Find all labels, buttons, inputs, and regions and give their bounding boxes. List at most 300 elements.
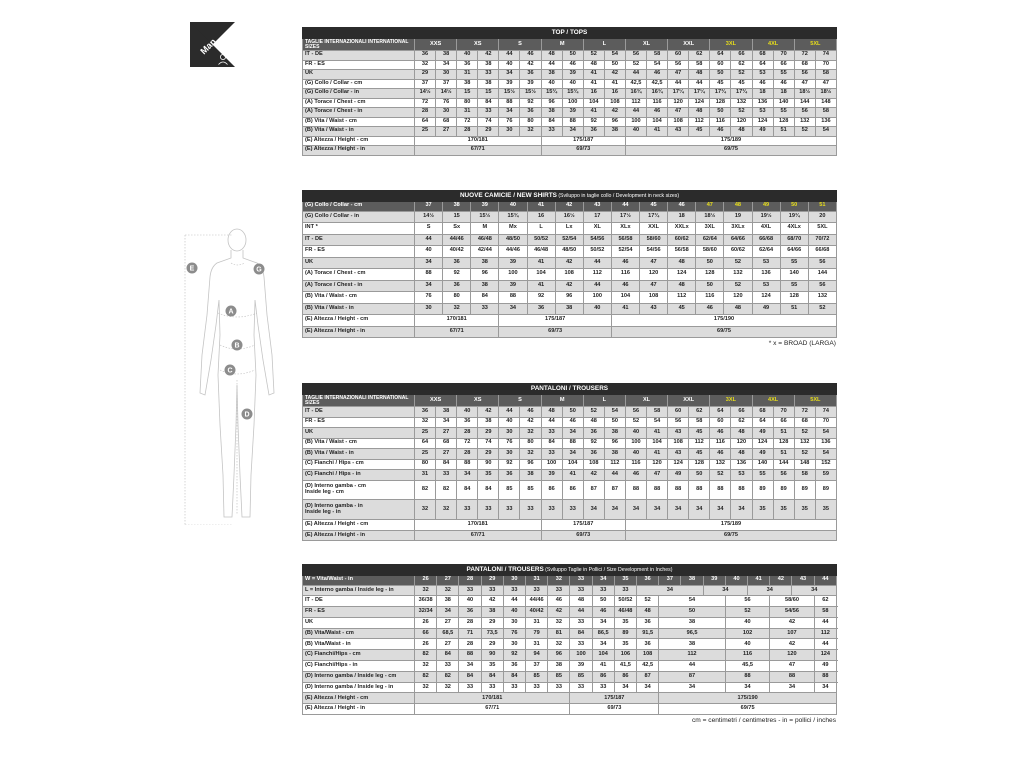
value-cell: 17¼ xyxy=(668,89,689,99)
size-header-cell: XL xyxy=(625,395,667,407)
value-cell: 36 xyxy=(415,51,436,61)
value-cell: 82 xyxy=(415,671,437,682)
value-cell: 54 xyxy=(815,127,836,137)
value-cell: 51 xyxy=(773,127,794,137)
value-cell: 29 xyxy=(415,70,436,80)
value-cell: 41 xyxy=(527,280,555,292)
value-cell: 29 xyxy=(478,127,499,137)
value-cell: 85 xyxy=(526,671,548,682)
table-title-text: PANTALONI / TROUSERS xyxy=(466,565,544,573)
table-row xyxy=(303,520,837,531)
table-row xyxy=(303,269,837,281)
value-cell: 46 xyxy=(647,108,668,118)
row-label: (E) Altezza / Height - in xyxy=(303,146,415,156)
value-cell: 62 xyxy=(689,407,710,418)
value-cell: 53 xyxy=(752,108,773,118)
value-cell: 58 xyxy=(647,407,668,418)
value-cell: 106 xyxy=(614,650,636,661)
value-cell: 55 xyxy=(752,470,773,481)
value-cell: 84 xyxy=(478,98,499,108)
value-cell: 42,5 xyxy=(647,79,668,89)
value-cell: 79 xyxy=(526,628,548,639)
value-cell: 33 xyxy=(526,682,548,693)
value-cell: 64/66 xyxy=(724,234,752,246)
value-cell: 35 xyxy=(614,617,636,628)
value-cell: 18½ xyxy=(794,89,815,99)
row-label: UK xyxy=(303,257,415,269)
value-cell: 82 xyxy=(436,480,457,500)
value-cell: 39 xyxy=(499,79,520,89)
value-cell: 87 xyxy=(583,480,604,500)
value-cell: 29 xyxy=(478,428,499,439)
value-cell: 58 xyxy=(689,417,710,428)
value-cell: 84 xyxy=(541,438,562,449)
value-cell: 66 xyxy=(773,417,794,428)
value-cell: 80 xyxy=(415,459,436,470)
value-cell: 41 xyxy=(604,79,625,89)
row-label: (C) Fianchi/Hips - in xyxy=(303,661,415,672)
row-label: (E) Altezza / Height - in xyxy=(303,326,415,338)
value-cell: 88 xyxy=(725,671,769,682)
value-cell: 136 xyxy=(731,459,752,470)
size-header-cell: 43 xyxy=(583,202,611,212)
size-header-cell: XXS xyxy=(415,395,457,407)
value-cell: 50/52 xyxy=(527,234,555,246)
value-cell: 42 xyxy=(555,257,583,269)
value-cell: 42 xyxy=(481,596,503,607)
value-cell: 144 xyxy=(773,459,794,470)
value-cell: 56 xyxy=(668,417,689,428)
height-range-cell: 175/190 xyxy=(659,693,837,704)
value-cell: 45 xyxy=(668,303,696,315)
value-cell: 64 xyxy=(752,60,773,70)
value-cell: 62 xyxy=(814,596,836,607)
value-cell: 112 xyxy=(625,98,646,108)
value-cell: Sx xyxy=(443,223,471,235)
value-cell: 132 xyxy=(794,438,815,449)
value-cell: 29 xyxy=(478,449,499,460)
value-cell: 14½ xyxy=(415,211,443,223)
value-cell: 128 xyxy=(773,117,794,127)
value-cell: 48 xyxy=(731,428,752,439)
value-cell: 86,5 xyxy=(592,628,614,639)
value-cell: 34 xyxy=(562,127,583,137)
value-cell: 40 xyxy=(459,596,481,607)
value-cell: 45 xyxy=(689,449,710,460)
value-cell: 42 xyxy=(770,639,814,650)
value-cell: 18½ xyxy=(815,89,836,99)
value-cell: 68,5 xyxy=(437,628,459,639)
value-cell: 33 xyxy=(481,585,503,596)
row-label: (D) Interno gamba - in Inside leg - in xyxy=(303,500,415,520)
value-cell: 36 xyxy=(520,108,541,118)
value-cell: 42 xyxy=(583,470,604,481)
size-header-cell: 43 xyxy=(792,576,814,586)
value-cell: 96 xyxy=(555,292,583,304)
value-cell: 48 xyxy=(637,607,659,618)
value-cell: 43 xyxy=(668,127,689,137)
size-header-cell: 29 xyxy=(481,576,503,586)
value-cell: 47 xyxy=(640,280,668,292)
value-cell: 116 xyxy=(611,269,639,281)
value-cell: 17 xyxy=(583,211,611,223)
height-range-cell: 69/75 xyxy=(625,530,836,541)
height-range-cell: 175/190 xyxy=(611,315,836,327)
value-cell: 64 xyxy=(752,417,773,428)
size-header-cell: 51 xyxy=(808,202,836,212)
size-header-cell: M xyxy=(541,395,583,407)
value-cell: 66 xyxy=(731,51,752,61)
value-cell: 48 xyxy=(668,280,696,292)
value-cell: 52 xyxy=(794,449,815,460)
row-label: (B) Vita / Waist - cm xyxy=(303,292,415,304)
value-cell: 76 xyxy=(436,98,457,108)
value-cell: 66/68 xyxy=(808,246,836,258)
value-cell: 74 xyxy=(815,51,836,61)
value-cell: 35 xyxy=(478,470,499,481)
table-row xyxy=(303,303,837,315)
value-cell: 54 xyxy=(647,60,668,70)
height-range-cell: 175/189 xyxy=(625,520,836,531)
size-header-cell: 34 xyxy=(592,576,614,586)
value-cell: 32 xyxy=(415,417,436,428)
value-cell: 34 xyxy=(637,585,704,596)
value-cell: 36 xyxy=(443,280,471,292)
value-cell: 56/58 xyxy=(668,246,696,258)
value-cell: 38 xyxy=(457,79,478,89)
value-cell: 32 xyxy=(437,682,459,693)
value-cell: 40 xyxy=(583,303,611,315)
value-cell: 56 xyxy=(725,596,769,607)
value-cell: 120 xyxy=(731,438,752,449)
value-cell: 42 xyxy=(478,51,499,61)
height-range-cell: 69/73 xyxy=(570,704,659,715)
value-cell: 42 xyxy=(520,60,541,70)
value-cell: 58/60 xyxy=(770,596,814,607)
value-cell: 44 xyxy=(814,639,836,650)
value-cell: 33 xyxy=(481,682,503,693)
table-row xyxy=(303,682,837,693)
value-cell: 70 xyxy=(815,417,836,428)
value-cell: 38 xyxy=(436,407,457,418)
value-cell: 44 xyxy=(499,407,520,418)
value-cell: 30 xyxy=(499,449,520,460)
value-cell: 33 xyxy=(570,585,592,596)
value-cell: 15½ xyxy=(499,89,520,99)
value-cell: 16 xyxy=(583,89,604,99)
value-cell: 88 xyxy=(689,480,710,500)
value-cell: 34 xyxy=(592,639,614,650)
value-cell: 34 xyxy=(415,280,443,292)
value-cell: 33 xyxy=(436,470,457,481)
value-cell: 44 xyxy=(570,607,592,618)
value-cell: 33 xyxy=(457,500,478,520)
value-cell: 28 xyxy=(415,108,436,118)
value-cell: 42,5 xyxy=(625,79,646,89)
value-cell: 120 xyxy=(731,117,752,127)
value-cell: 34 xyxy=(668,500,689,520)
value-cell: 38 xyxy=(659,639,726,650)
value-cell: 86 xyxy=(541,480,562,500)
value-cell: 40 xyxy=(725,617,769,628)
value-cell: 33 xyxy=(541,428,562,439)
value-cell: 88 xyxy=(647,480,668,500)
value-cell: 41 xyxy=(647,449,668,460)
value-cell: 46 xyxy=(611,280,639,292)
size-header-cell: 37 xyxy=(415,202,443,212)
value-cell: S xyxy=(415,223,443,235)
table-row xyxy=(303,51,837,61)
value-cell: 34 xyxy=(647,500,668,520)
value-cell: 37 xyxy=(415,79,436,89)
value-cell: 128 xyxy=(773,438,794,449)
value-cell: 51 xyxy=(773,449,794,460)
value-cell: 15¾ xyxy=(541,89,562,99)
value-cell: 42 xyxy=(555,280,583,292)
table-row xyxy=(303,704,837,715)
value-cell: 36 xyxy=(499,470,520,481)
row-label: (C) Fianchi / Hips - in xyxy=(303,470,415,481)
value-cell: 45 xyxy=(689,127,710,137)
table-row xyxy=(303,417,837,428)
row-label: (D) Interno gamba / Inside leg - in xyxy=(303,682,415,693)
value-cell: 88 xyxy=(562,438,583,449)
value-cell: 51 xyxy=(780,303,808,315)
size-header-cell: 31 xyxy=(526,576,548,586)
value-cell: 34 xyxy=(436,60,457,70)
value-cell: 56/58 xyxy=(611,234,639,246)
value-cell: 108 xyxy=(583,459,604,470)
value-cell: 31 xyxy=(526,639,548,650)
value-cell: 32 xyxy=(436,500,457,520)
value-cell: 56 xyxy=(794,70,815,80)
table-title xyxy=(303,191,837,202)
value-cell: 48 xyxy=(541,51,562,61)
value-cell: 16¾ xyxy=(625,89,646,99)
value-cell: 89 xyxy=(773,480,794,500)
value-cell: 33 xyxy=(614,585,636,596)
value-cell: 39 xyxy=(520,79,541,89)
value-cell: 128 xyxy=(689,459,710,470)
height-range-cell: 175/189 xyxy=(625,136,836,146)
value-cell: 32/34 xyxy=(415,607,437,618)
value-cell: 54 xyxy=(815,428,836,439)
value-cell: 32 xyxy=(520,428,541,439)
table-row xyxy=(303,438,837,449)
value-cell: 64 xyxy=(415,117,436,127)
table-row xyxy=(303,127,837,137)
table-row xyxy=(303,246,837,258)
size-header-cell: 42 xyxy=(555,202,583,212)
value-cell: 62 xyxy=(689,51,710,61)
table-row xyxy=(303,70,837,80)
value-cell: 36 xyxy=(415,407,436,418)
row-label: IT - DE xyxy=(303,596,415,607)
value-cell: 33 xyxy=(503,682,525,693)
value-cell: 42,5 xyxy=(637,661,659,672)
value-cell: 66 xyxy=(731,407,752,418)
row-label: (C) Fianchi / Hips - cm xyxy=(303,459,415,470)
value-cell: 33 xyxy=(570,639,592,650)
value-cell: 64 xyxy=(415,438,436,449)
table-row xyxy=(303,98,837,108)
table-row xyxy=(303,459,837,470)
table-row xyxy=(303,211,837,223)
row-label: (E) Altezza / Height - cm xyxy=(303,693,415,704)
value-cell: 15 xyxy=(443,211,471,223)
height-range-cell: 175/187 xyxy=(541,520,625,531)
value-cell: 33 xyxy=(541,500,562,520)
value-cell: 36/38 xyxy=(415,596,437,607)
value-cell: 80 xyxy=(443,292,471,304)
value-cell: 58/60 xyxy=(696,246,724,258)
value-cell: 45 xyxy=(689,428,710,439)
value-cell: 60 xyxy=(668,51,689,61)
table-row xyxy=(303,223,837,235)
size-header-cell: 48 xyxy=(724,202,752,212)
value-cell: 36 xyxy=(637,617,659,628)
value-cell: 86 xyxy=(562,480,583,500)
row-label: (D) Interno gamba - cm Inside leg - cm xyxy=(303,480,415,500)
value-cell: 34 xyxy=(583,500,604,520)
value-cell: 104 xyxy=(592,650,614,661)
value-cell: 47 xyxy=(647,470,668,481)
value-cell: 17¾ xyxy=(640,211,668,223)
value-cell: 17¾ xyxy=(731,89,752,99)
value-cell: 80 xyxy=(457,98,478,108)
value-cell: 42 xyxy=(604,70,625,80)
value-cell: 32 xyxy=(437,585,459,596)
value-cell: 52 xyxy=(731,108,752,118)
value-cell: 56 xyxy=(773,470,794,481)
value-cell: 33 xyxy=(562,500,583,520)
value-cell: 50 xyxy=(696,280,724,292)
value-cell: 52 xyxy=(583,407,604,418)
value-cell: 38 xyxy=(548,661,570,672)
value-cell: 84 xyxy=(481,671,503,682)
value-cell: 120 xyxy=(640,269,668,281)
value-cell: 100 xyxy=(625,438,646,449)
value-cell: 40 xyxy=(499,60,520,70)
table-title xyxy=(303,384,837,395)
value-cell: 49 xyxy=(668,470,689,481)
value-cell: 36 xyxy=(457,417,478,428)
value-cell: 33 xyxy=(548,585,570,596)
value-cell: 44/46 xyxy=(526,596,548,607)
table-row xyxy=(303,89,837,99)
value-cell: 100 xyxy=(583,292,611,304)
value-cell: 76 xyxy=(503,628,525,639)
value-cell: 49 xyxy=(752,127,773,137)
value-cell: 52 xyxy=(731,70,752,80)
row-label: FR - ES xyxy=(303,417,415,428)
value-cell: 64 xyxy=(710,407,731,418)
value-cell: 44 xyxy=(583,257,611,269)
size-header-cell: S xyxy=(499,39,541,51)
size-header-cell: 3XL xyxy=(710,39,752,51)
value-cell: 46 xyxy=(710,428,731,439)
row-label: FR - ES xyxy=(303,607,415,618)
marker-d-label: D xyxy=(244,411,250,419)
value-cell: 28 xyxy=(459,617,481,628)
value-cell: 53 xyxy=(752,257,780,269)
value-cell: 36 xyxy=(459,607,481,618)
size-header-cell: 49 xyxy=(752,202,780,212)
value-cell: 60/62 xyxy=(724,246,752,258)
value-cell: 34 xyxy=(437,607,459,618)
value-cell: 36 xyxy=(583,449,604,460)
table-footnote: * x = BROAD (LARGA) xyxy=(768,340,836,347)
size-header-cell: L xyxy=(583,395,625,407)
value-cell: 46 xyxy=(520,407,541,418)
value-cell: 33 xyxy=(478,108,499,118)
value-cell: 112 xyxy=(814,628,836,639)
size-header-cell: 5XL xyxy=(794,395,836,407)
value-cell: 43 xyxy=(668,449,689,460)
value-cell: 89 xyxy=(614,628,636,639)
value-cell: 15¾ xyxy=(562,89,583,99)
table-row xyxy=(303,407,837,418)
size-header-cell: 44 xyxy=(611,202,639,212)
value-cell: 4XL xyxy=(752,223,780,235)
value-cell: 50/52 xyxy=(614,596,636,607)
marker-a-label: A xyxy=(228,308,234,316)
value-cell: 40 xyxy=(625,428,646,439)
row-label: INT * xyxy=(303,223,415,235)
value-cell: 56 xyxy=(668,60,689,70)
marker-b-label: B xyxy=(234,342,240,350)
value-cell: 38 xyxy=(604,449,625,460)
value-cell: 48 xyxy=(689,70,710,80)
value-cell: 34 xyxy=(614,682,636,693)
value-cell: 34 xyxy=(499,70,520,80)
value-cell: 48 xyxy=(668,257,696,269)
table-title-text: PANTALONI / TROUSERS xyxy=(530,384,609,392)
value-cell: 48/50 xyxy=(555,246,583,258)
value-cell: 128 xyxy=(696,269,724,281)
value-cell: 17¼ xyxy=(689,89,710,99)
table-row xyxy=(303,596,837,607)
value-cell: 37 xyxy=(436,79,457,89)
value-cell: 140 xyxy=(780,269,808,281)
value-cell: 33 xyxy=(437,661,459,672)
row-label: (B) Vita/Waist - in xyxy=(303,639,415,650)
value-cell: 36 xyxy=(527,303,555,315)
value-cell: 40 xyxy=(415,246,443,258)
value-cell: 44 xyxy=(503,596,525,607)
value-cell: 46 xyxy=(562,417,583,428)
row-label: (E) Altezza / Height - cm xyxy=(303,136,415,146)
size-header-cell: XXL xyxy=(668,395,710,407)
size-header-cell: 39 xyxy=(703,576,725,586)
value-cell: 64 xyxy=(710,51,731,61)
value-cell: 136 xyxy=(752,98,773,108)
man-tag-icon xyxy=(190,22,235,67)
row-label: (A) Torace / Chest - cm xyxy=(303,269,415,281)
value-cell: 32 xyxy=(415,60,436,70)
value-cell: 30 xyxy=(499,127,520,137)
table-row xyxy=(303,146,837,156)
row-label: (B) Vita / Waist - in xyxy=(303,303,415,315)
table-row xyxy=(303,449,837,460)
value-cell: XXLx xyxy=(668,223,696,235)
value-cell: 58 xyxy=(647,51,668,61)
table-subtitle: (Sviluppo in taglie collo / Development in neck sizes) xyxy=(556,192,680,199)
value-cell: 50 xyxy=(659,607,726,618)
value-cell: 18½ xyxy=(696,211,724,223)
value-cell: 15 xyxy=(478,89,499,99)
row-label: (E) Altezza / Height - cm xyxy=(303,520,415,531)
